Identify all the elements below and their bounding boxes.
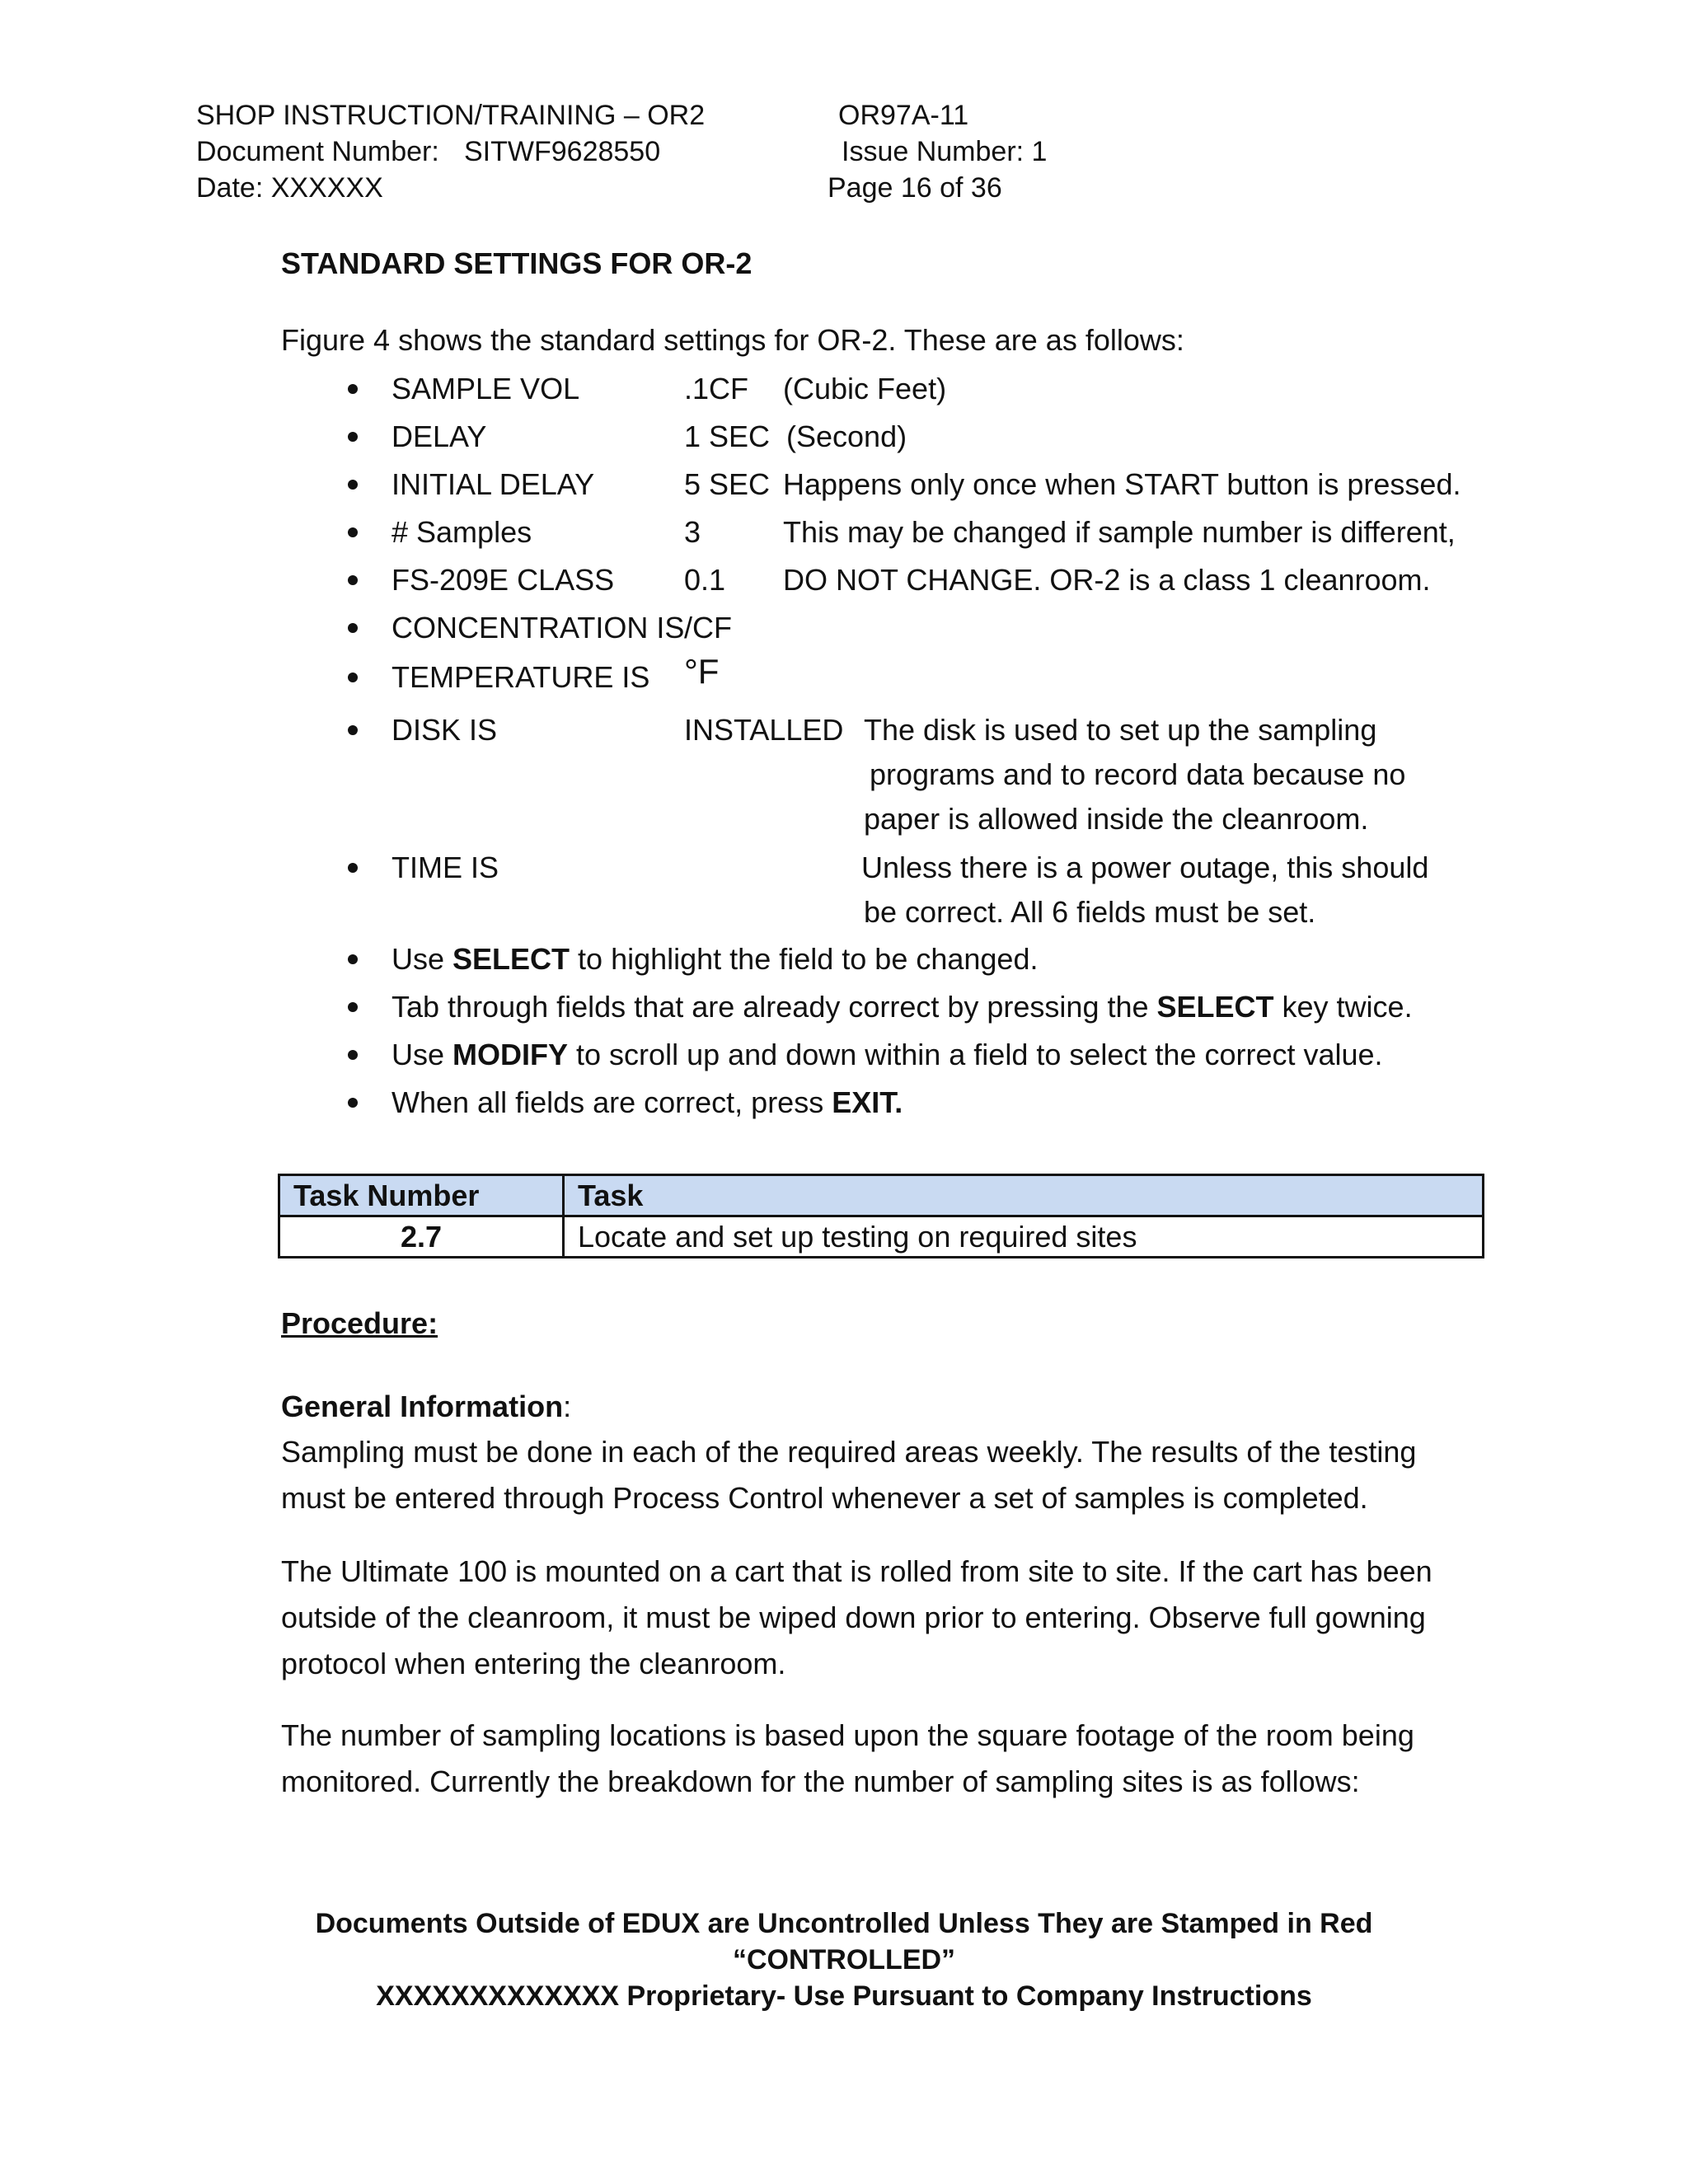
footer-line: Documents Outside of EDUX are Uncontrolled Unless They are Stamped in Red (315, 1908, 1373, 1939)
instruction-item: Use MODIFY to scroll up and down within a field to select the correct value. (392, 1038, 1383, 1071)
section-title: STANDARD SETTINGS FOR OR-2 (281, 246, 753, 280)
setting-name: FS-209E CLASS (392, 563, 615, 597)
setting-note: (Second) (786, 419, 907, 453)
setting-value: .1CF (684, 372, 749, 405)
table-header-row (279, 1175, 1484, 1216)
setting-value: 5 SEC (684, 467, 771, 501)
paragraph-line: Sampling must be done in each of the required areas weekly. The results of the testing (281, 1435, 1417, 1469)
footer-line: XXXXXXXXXXXXX Proprietary- Use Pursuant to Company Instructions (376, 1980, 1312, 2012)
document-number: SITWF9628550 (464, 136, 661, 167)
instruction-item: Use SELECT to highlight the field to be changed. (392, 942, 1039, 976)
procedure-heading: Procedure: (281, 1306, 438, 1340)
setting-note-line: Unless there is a power outage, this should (861, 851, 1429, 884)
setting-name: TEMPERATURE IS (392, 660, 650, 694)
setting-note: This may be changed if sample number is different, (783, 515, 1456, 549)
setting-value: 1 SEC (684, 419, 771, 453)
setting-name: TIME IS (392, 851, 499, 884)
instruction-item: Tab through fields that are already correct by pressing the SELECT key twice. (392, 990, 1413, 1024)
setting-value: 3 (684, 515, 701, 549)
document-number-label: Document Number: (196, 136, 439, 167)
bullet-icon (348, 725, 358, 735)
paragraph-line: outside of the cleanroom, it must be wiped down prior to entering. Observe full gowning (281, 1601, 1426, 1634)
setting-value: 0.1 (684, 563, 726, 597)
setting-note: DO NOT CHANGE. OR-2 is a class 1 cleanroom. (783, 563, 1431, 597)
bullet-icon (348, 527, 358, 537)
instruction-item: When all fields are correct, press EXIT. (392, 1085, 903, 1119)
setting-note-line: paper is allowed inside the cleanroom. (864, 802, 1369, 836)
paragraph-line: The Ultimate 100 is mounted on a cart that is rolled from site to site. If the cart has been (281, 1554, 1432, 1588)
bullet-icon (348, 954, 358, 964)
setting-name: SAMPLE VOL (392, 372, 580, 405)
table-row (279, 1216, 1484, 1258)
footer-line: “CONTROLLED” (732, 1944, 956, 1975)
page-number: Page 16 of 36 (828, 172, 1002, 204)
setting-note: Happens only once when START button is pressed. (783, 467, 1461, 501)
bullet-icon (348, 673, 358, 682)
task-cell: Locate and set up testing on required sites (564, 1216, 1484, 1258)
general-info-heading: General Information: (281, 1390, 572, 1423)
bullet-icon (348, 1002, 358, 1012)
bullet-icon (348, 623, 358, 633)
bullet-icon (348, 575, 358, 585)
intro-text: Figure 4 shows the standard settings for OR-2. These are as follows: (281, 323, 1184, 357)
bullet-icon (348, 1050, 358, 1060)
table-header-cell: Task Number (279, 1175, 564, 1216)
setting-value: /CF (684, 611, 732, 644)
paragraph-line: The number of sampling locations is based upon the square footage of the room being (281, 1718, 1414, 1752)
table-header-cell: Task (564, 1175, 1484, 1216)
bullet-icon (348, 863, 358, 873)
header-title: SHOP INSTRUCTION/TRAINING – OR2 (196, 100, 706, 131)
setting-note-line: programs and to record data because no (870, 757, 1406, 791)
setting-name: # Samples (392, 515, 532, 549)
bullet-icon (348, 432, 358, 442)
setting-name: CONCENTRATION IS (392, 611, 685, 644)
paragraph-line: protocol when entering the cleanroom. (281, 1647, 786, 1680)
bullet-icon (348, 480, 358, 490)
setting-name: INITIAL DELAY (392, 467, 595, 501)
setting-name: DELAY (392, 419, 487, 453)
paragraph-line: must be entered through Process Control whenever a set of samples is completed. (281, 1481, 1368, 1515)
issue-number: Issue Number: 1 (842, 136, 1048, 167)
header-date: Date: XXXXXX (196, 172, 383, 204)
task-number-cell: 2.7 (279, 1216, 564, 1258)
setting-value: INSTALLED (684, 713, 844, 747)
paragraph-line: monitored. Currently the breakdown for the number of sampling sites is as follows: (281, 1765, 1360, 1798)
task-table (278, 1174, 1484, 1258)
setting-note-line: be correct. All 6 fields must be set. (864, 895, 1316, 929)
bullet-icon (348, 1098, 358, 1108)
setting-value: °F (684, 652, 720, 691)
header-code: OR97A-11 (838, 100, 969, 131)
setting-note-line: The disk is used to set up the sampling (864, 713, 1377, 747)
bullet-icon (348, 384, 358, 394)
setting-name: DISK IS (392, 713, 498, 747)
setting-note: (Cubic Feet) (783, 372, 947, 405)
